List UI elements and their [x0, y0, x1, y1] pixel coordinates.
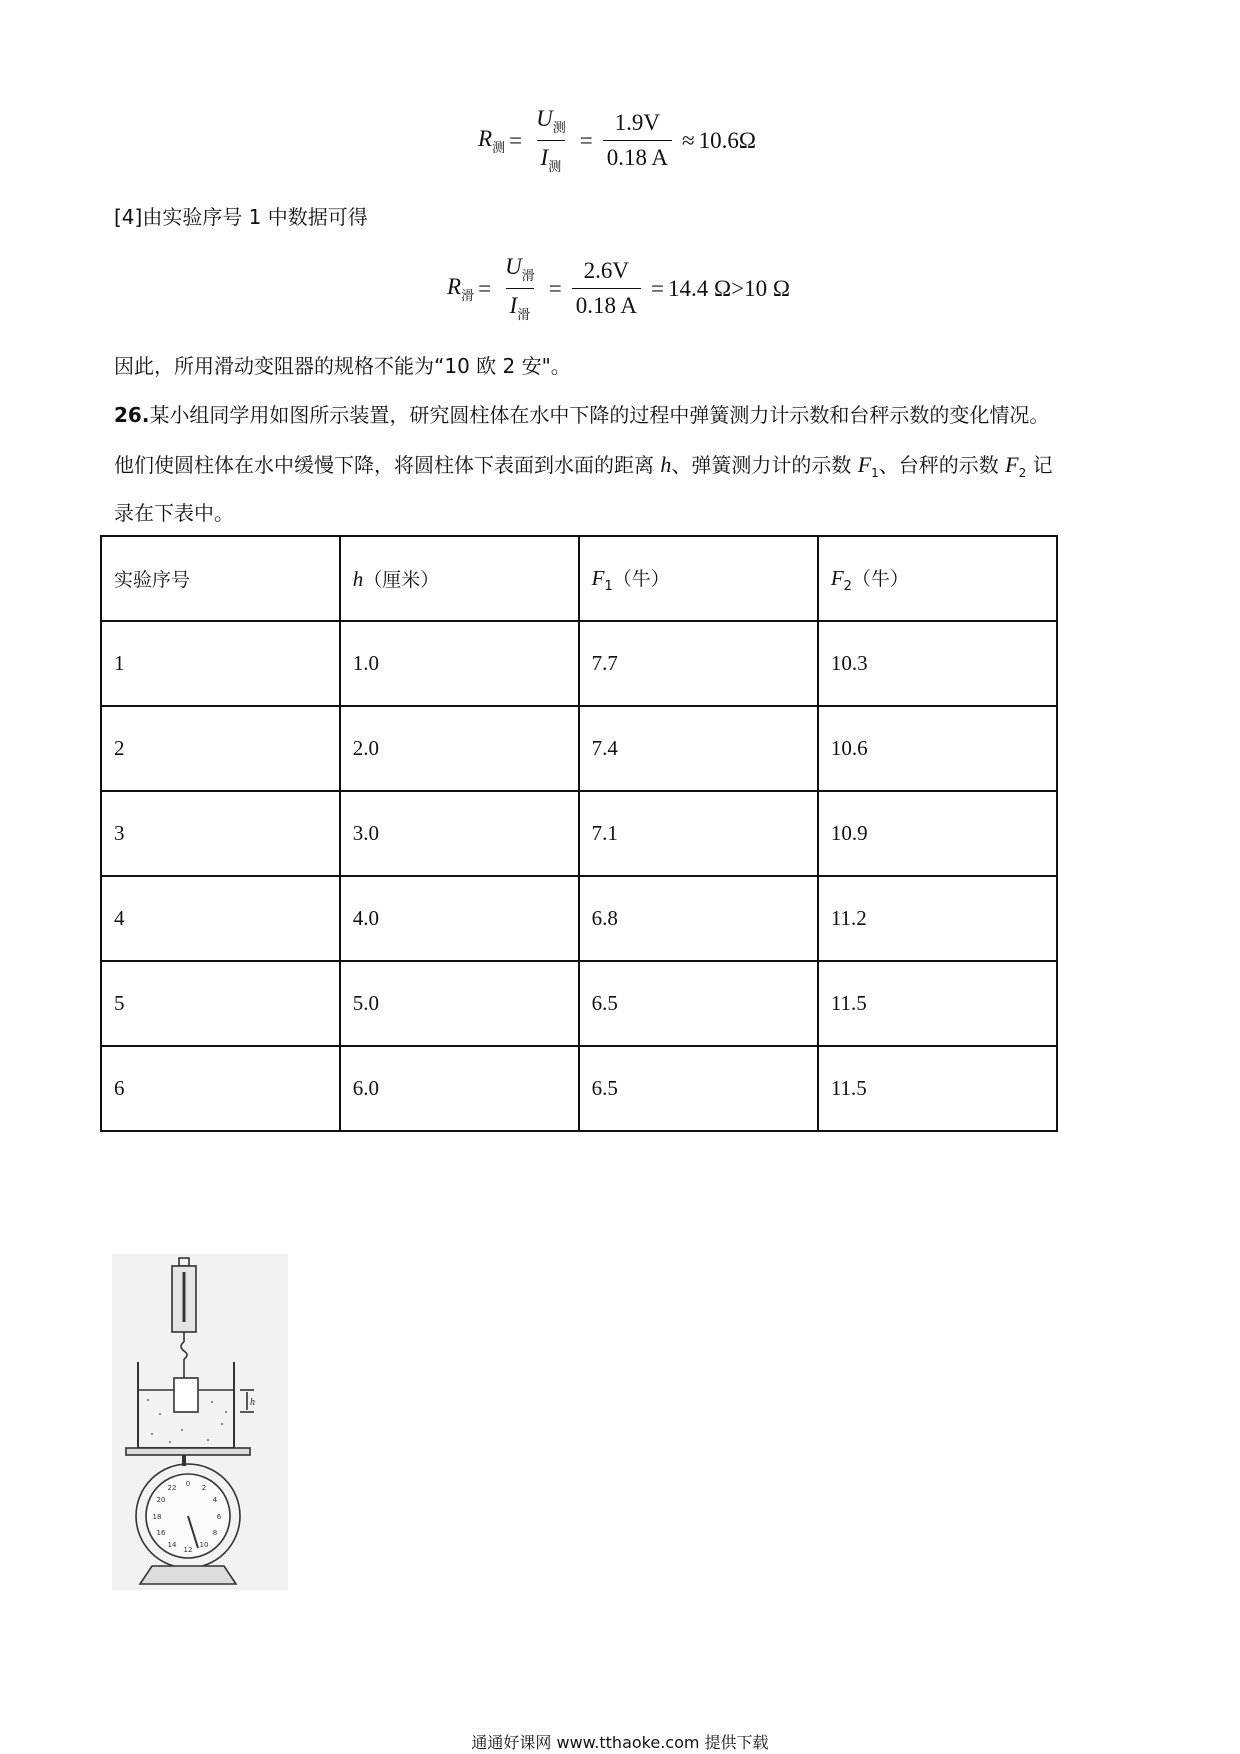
table-cell: 3 [101, 791, 340, 876]
svg-text:14: 14 [167, 1541, 177, 1549]
svg-text:0: 0 [185, 1480, 191, 1488]
table-cell: 3.0 [340, 791, 579, 876]
header-f2: $F_2$（牛） [818, 536, 1057, 621]
page-footer: 通通好课网 www.tthaoke.com 提供下载 [471, 1733, 769, 1752]
table-row [101, 706, 1057, 791]
balance-hook-top [179, 1258, 189, 1266]
eq1-result: 10.6Ω [698, 127, 756, 153]
balance-hook [181, 1342, 187, 1359]
question-number: 26. [114, 403, 150, 427]
eq1-fraction-symbolic: $\frac{U_测}{I_测}$ [536, 106, 566, 175]
svg-text:8: 8 [212, 1529, 218, 1537]
data-table [100, 535, 1058, 1132]
cylinder [174, 1378, 198, 1412]
table-cell: 2 [101, 706, 340, 791]
equation-resistance-measured: $R_测$ = $\frac{U_测}{I_测}$ = $\frac{1.9V}{0.18 A}$ ≈ 10.6Ω [478, 106, 756, 175]
question-26-line2: 他们使圆柱体在水中缓慢下降，将圆柱体下表面到水面的距离 h、弹簧测力计的示数 $F_1$、台秤的示数 $F_2$ 记 [114, 452, 1053, 480]
svg-text:20: 20 [156, 1496, 166, 1504]
table-cell: 5 [101, 961, 340, 1046]
header-trial-number: 实验序号 [101, 536, 340, 621]
scale-platform [126, 1448, 250, 1455]
svg-text:4: 4 [212, 1496, 218, 1504]
table-row [101, 876, 1057, 961]
table-cell: 7.1 [579, 791, 818, 876]
step4-text: [4]由实验序号 1 中数据可得 [114, 205, 368, 229]
table-cell: 6 [101, 1046, 340, 1131]
conclusion-text: 因此，所用滑动变阻器的规格不能为“10 欧 2 安"。 [114, 354, 571, 378]
table-row [101, 1046, 1057, 1131]
svg-text:6: 6 [216, 1513, 222, 1521]
equation-resistance-slider: $R_滑$ = $\frac{U_滑}{I_滑}$ = $\frac{2.6V}{0.18 A}$ = 14.4 Ω>10 Ω [447, 254, 790, 323]
h-label: h [250, 1397, 255, 1408]
header-h: h（厘米） [340, 536, 579, 621]
table-cell: 7.7 [579, 621, 818, 706]
table-cell: 6.5 [579, 1046, 818, 1131]
table-cell: 11.2 [818, 876, 1057, 961]
table-cell: 6.0 [340, 1046, 579, 1131]
table-cell: 10.6 [818, 706, 1057, 791]
eq2-fraction-symbolic: $\frac{U_滑}{I_滑}$ [505, 254, 535, 323]
table-cell: 4.0 [340, 876, 579, 961]
header-f1: $F_1$（牛） [579, 536, 818, 621]
eq2-lhs: $R_滑$ [447, 273, 475, 304]
table-row [101, 791, 1057, 876]
eq2-result: 14.4 Ω>10 Ω [668, 275, 790, 301]
table-row [101, 621, 1057, 706]
scale-base [140, 1566, 236, 1584]
table-cell: 4 [101, 876, 340, 961]
table-cell: 11.5 [818, 961, 1057, 1046]
svg-text:22: 22 [167, 1484, 177, 1492]
question-26-line1: 26.某小组同学用如图所示装置，研究圆柱体在水中下降的过程中弹簧测力计示数和台秤示数的变化情况。 [114, 403, 1050, 427]
table-cell: 11.5 [818, 1046, 1057, 1131]
eq2-fraction-numeric: $\frac{2.6V}{0.18 A}$ [572, 258, 641, 319]
table-cell: 10.9 [818, 791, 1057, 876]
table-header-row [101, 536, 1057, 621]
table-cell: 10.3 [818, 621, 1057, 706]
question-26-line3: 录在下表中。 [114, 501, 234, 525]
svg-text:10: 10 [199, 1541, 209, 1549]
table-cell: 6.5 [579, 961, 818, 1046]
svg-text:16: 16 [156, 1529, 166, 1537]
table-cell: 1 [101, 621, 340, 706]
eq1-fraction-numeric: $\frac{1.9V}{0.18 A}$ [603, 110, 672, 171]
apparatus-figure [112, 1254, 288, 1590]
table-cell: 5.0 [340, 961, 579, 1046]
table-cell: 1.0 [340, 621, 579, 706]
svg-text:2: 2 [201, 1484, 207, 1492]
eq1-lhs: $R_测$ [478, 125, 506, 156]
apparatus-illustration [112, 1254, 288, 1590]
svg-text:18: 18 [152, 1513, 162, 1521]
table-row [101, 961, 1057, 1046]
table-cell: 2.0 [340, 706, 579, 791]
table-cell: 7.4 [579, 706, 818, 791]
svg-text:12: 12 [183, 1546, 193, 1554]
table-cell: 6.8 [579, 876, 818, 961]
